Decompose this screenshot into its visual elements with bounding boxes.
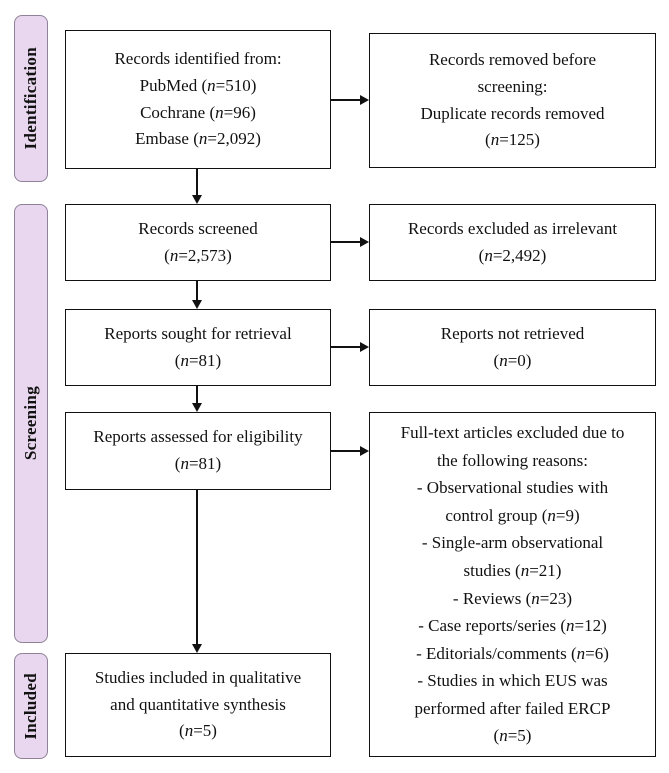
box-reports-assessed	[65, 412, 331, 490]
arrow-sought-to-not-retrieved	[331, 342, 369, 352]
arrow-identified-to-removed	[331, 95, 369, 105]
stage-band-included	[14, 653, 48, 759]
arrow-identified-to-screened	[192, 169, 202, 204]
box-fulltext-excluded	[369, 412, 656, 757]
box-reports-assessed-text: Reports assessed for eligibility (n=81)	[93, 427, 303, 473]
box-records-excluded-text: Records excluded as irrelevant (n=2,492)	[407, 218, 618, 265]
stage-label-identification: Identification	[21, 47, 40, 150]
arrow-assessed-to-fulltext-excluded	[331, 446, 369, 456]
box-records-identified-text: Records identified from: PubMed (n=510) Cochrane (n=96) Embase (n=2,092)	[114, 48, 282, 149]
stage-band-screening	[14, 204, 48, 643]
box-records-screened	[65, 204, 331, 281]
box-records-removed-text: Records removed before screening: Duplicate records removed (n=125)	[420, 49, 605, 150]
box-records-identified	[65, 30, 331, 169]
box-reports-not-retrieved	[369, 309, 656, 386]
stage-band-identification	[14, 15, 48, 182]
box-reports-sought	[65, 309, 331, 386]
arrow-assessed-to-included	[192, 490, 202, 653]
box-fulltext-excluded-text: Full-text articles excluded due to the following reasons: - Observational studies with control group (n=9) - Single-arm observational studies (n=21) - Reviews (n=23) - Case reports/series (n=12) - Editorials/comments (n=6) - Studies in which EUS was performed after failed ERCP (n=5)	[400, 423, 625, 746]
stage-label-included: Included	[21, 672, 40, 740]
box-reports-sought-text: Reports sought for retrieval (n=81)	[104, 323, 292, 370]
arrow-sought-to-assessed	[192, 386, 202, 412]
arrow-screened-to-sought	[192, 281, 202, 309]
box-reports-not-retrieved-text: Reports not retrieved (n=0)	[440, 323, 585, 370]
box-records-excluded	[369, 204, 656, 281]
box-records-screened-text: Records screened (n=2,573)	[138, 218, 258, 265]
arrow-screened-to-excluded	[331, 237, 369, 247]
box-records-removed	[369, 33, 656, 168]
box-studies-included-text: Studies included in qualitative and quantitative synthesis (n=5)	[94, 667, 302, 741]
stage-label-screening: Screening	[21, 386, 40, 461]
box-studies-included	[65, 653, 331, 757]
